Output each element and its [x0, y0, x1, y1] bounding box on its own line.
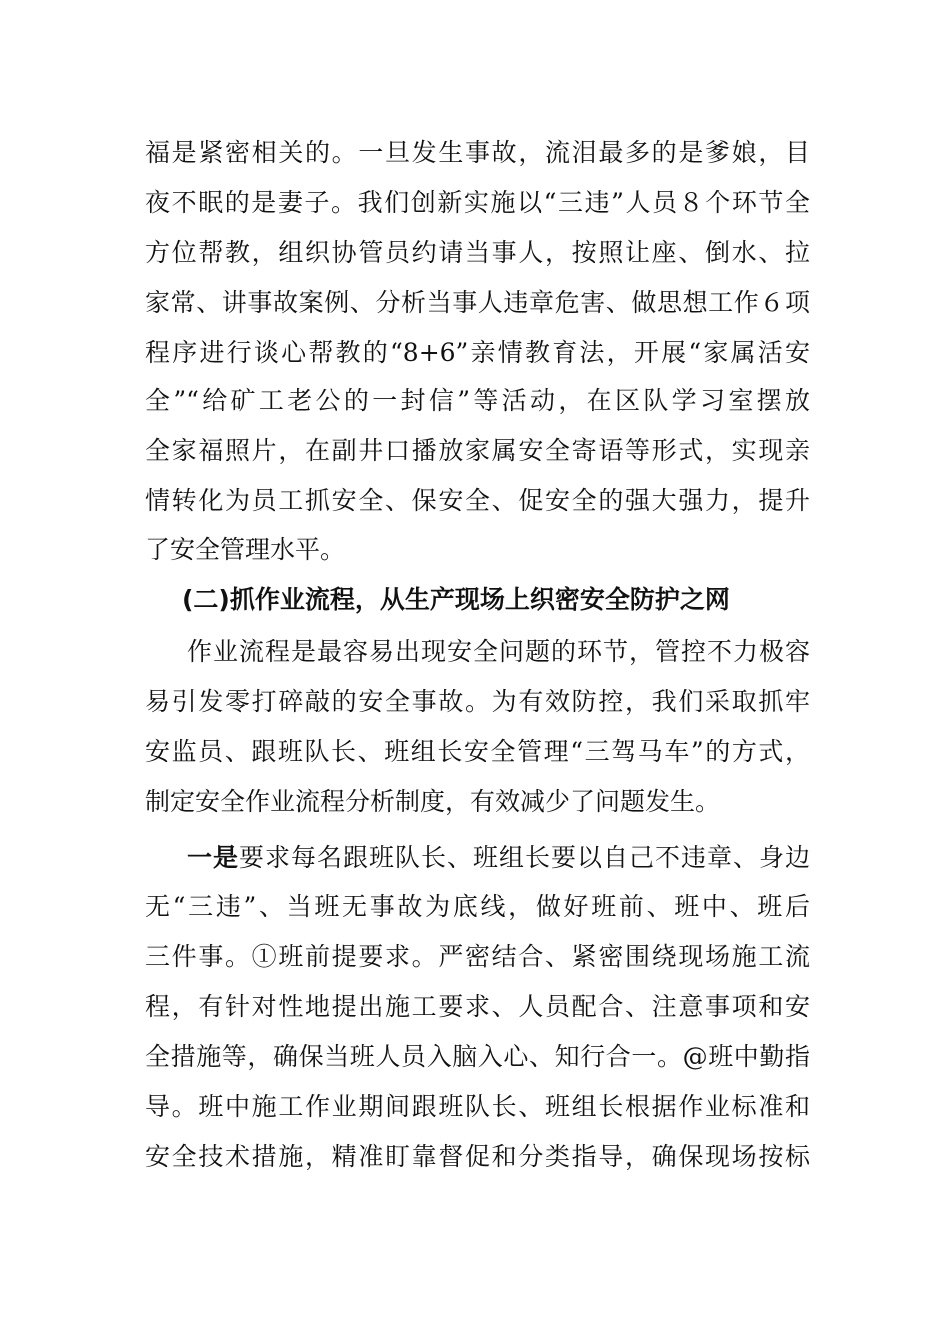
paragraph-line: 家常、讲事故案例、分析当事人违章危害、做思想工作６项 — [145, 288, 810, 317]
section-heading: (二)抓作业流程，从生产现场上织密安全防护之网 — [182, 585, 730, 614]
paragraph-line: 全”“给矿工老公的一封信”等活动，在区队学习室摆放 — [145, 386, 810, 415]
paragraph-line: 易引发零打碎敲的安全事故。为有效防控，我们采取抓牢 — [145, 687, 810, 716]
paragraph-line: 制定安全作业流程分析制度，有效减少了问题发生。 — [145, 787, 721, 816]
paragraph-line: 全家福照片，在副井口播放家属安全寄语等形式，实现亲 — [145, 436, 810, 465]
paragraph-line: 了安全管理水平。 — [145, 535, 346, 564]
paragraph-line: 夜不眠的是妻子。我们创新实施以“三违”人员８个环节全 — [145, 188, 810, 217]
paragraph-line — [187, 838, 810, 878]
paragraph-line: 无“三违”、当班无事故为底线，做好班前、班中、班后 — [145, 892, 810, 921]
paragraph-line: 福是紧密相关的。一旦发生事故，流泪最多的是爹娘，目 — [145, 138, 810, 167]
paragraph-line: 安监员、跟班队长、班组长安全管理“三驾马车”的方式， — [145, 737, 810, 766]
paragraph-line: 作业流程是最容易出现安全问题的环节，管控不力极容 — [187, 637, 810, 666]
paragraph-line: 方位帮教，组织协管员约请当事人，按照让座、倒水、拉 — [145, 238, 810, 267]
paragraph-line: 程序进行谈心帮教的“8+6”亲情教育法，开展“家属活安 — [145, 338, 810, 367]
paragraph-line: 情转化为员工抓安全、保安全、促安全的强大强力，提升 — [145, 486, 810, 515]
paragraph-line: 全措施等，确保当班人员入脑入心、知行合一。@班中勤指 — [145, 1042, 810, 1071]
paragraph-text: 要求每名跟班队长、班组长要以自己不违章、身边 — [239, 843, 810, 872]
paragraph-line: 导。班中施工作业期间跟班队长、班组长根据作业标准和 — [145, 1092, 810, 1121]
lead-bold-text: 一是 — [187, 843, 239, 872]
paragraph-line: 安全技术措施，精准盯靠督促和分类指导，确保现场按标 — [145, 1142, 810, 1171]
paragraph-line: 三件事。①班前提要求。严密结合、紧密围绕现场施工流 — [145, 942, 810, 971]
paragraph-line: 程，有针对性地提出施工要求、人员配合、注意事项和安 — [145, 992, 810, 1021]
